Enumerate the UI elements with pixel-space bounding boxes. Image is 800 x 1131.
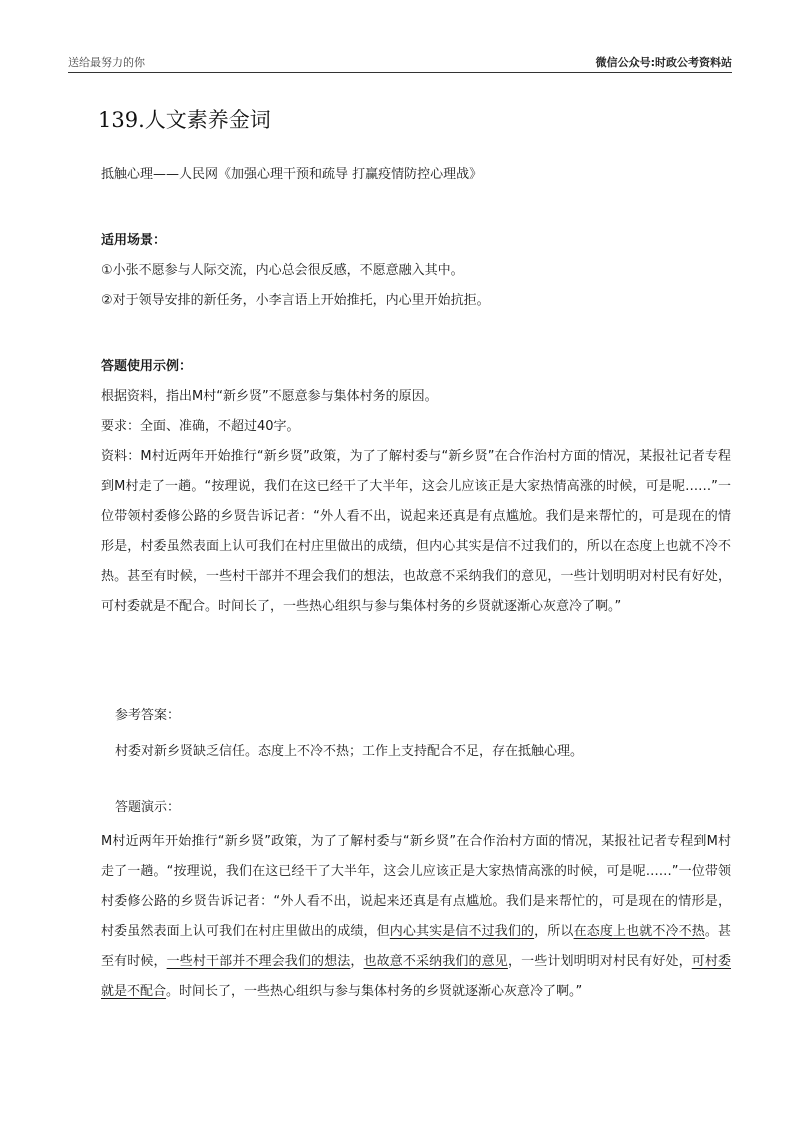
page-title: 139.人文素养金词	[98, 108, 271, 132]
example-material: 资料：M村近两年开始推行“新乡贤”政策，为了了解村委与“新乡贤”在合作治村方面的情况，某报社记者专程到M村走了一趟。“按理说，我们在这已经干了大半年，这会儿应该正是大家热情高涨的时候，可是呢……”一位带领村委修公路的乡贤告诉记者：“外人看不出，说起来还真是有点尴尬。我们是来帮忙的，可是现在的情形是，村委虽然表面上认可我们在村庄里做出的成绩，但内心其实是信不过我们的，所以在态度上也就不冷不热。甚至有时候，一些村干部并不理会我们的想法，也故意不采纳我们的意见，一些计划明明对村民有好处，可村委就是不配合。时间长了，一些热心组织与参与集体村务的乡贤就逐渐心灰意冷了啊。”	[101, 449, 731, 614]
header-source: 微信公众号:时政公考资料站	[595, 56, 732, 69]
scenario-section	[101, 226, 731, 316]
demo-text: ，一些计划明明对村民有好处，	[507, 954, 692, 969]
example-label: 答题使用示例：	[101, 359, 193, 374]
reference-section	[115, 701, 731, 767]
demo-section	[101, 793, 731, 1007]
scenario-item: ①小张不愿参与人际交流，内心总会很反感，不愿意融入其中。	[101, 263, 464, 278]
page-header	[68, 50, 732, 73]
example-requirement: 要求：全面、准确，不超过40字。	[101, 419, 300, 434]
demo-underline: 也故意不采纳我们的意见	[363, 954, 508, 969]
reference-label: 参考答案：	[115, 708, 181, 723]
demo-text: ，	[350, 954, 364, 969]
scenario-label: 适用场景：	[101, 233, 167, 248]
scenario-item: ②对于领导安排的新任务，小李言语上开始推托，内心里开始抗拒。	[101, 293, 490, 308]
demo-label: 答题演示：	[115, 800, 181, 815]
demo-text: 。甚至有时候，	[101, 924, 731, 969]
demo-underline: 在态度上也就不冷不热	[573, 924, 705, 939]
demo-underline: 可村委就是不配合	[101, 954, 731, 999]
header-slogan: 送给最努力的你	[68, 56, 145, 69]
demo-text: ，所以	[534, 924, 574, 939]
subtitle-source: 抵触心理——人民网《加强心理干预和疏导 打赢疫情防控心理战》	[101, 167, 483, 182]
example-section	[101, 352, 731, 622]
demo-underline: 一些村干部并不理会我们的想法	[166, 954, 351, 969]
demo-paragraph	[101, 827, 731, 1007]
example-question: 根据资料，指出M村“新乡贤”不愿意参与集体村务的原因。	[101, 389, 438, 404]
demo-underline: 内心其实是信不过我们的	[389, 924, 535, 939]
demo-text: 。时间长了，一些热心组织与参与集体村务的乡贤就逐渐心灰意冷了啊。”	[166, 984, 583, 999]
demo-text: M村近两年开始推行“新乡贤”政策，为了了解村委与“新乡贤”在合作治村方面的情况，某报社记者专程到M村走了一趟。“按理说，我们在这已经干了大半年，这会儿应该正是大家热情高涨的时候，可是呢……”一位带领村委修公路的乡贤告诉记者：“外人看不出，说起来还真是有点尴尬。我们是来帮忙的，可是现在的情形是，村委虽然表面上认可我们在村庄里做出的成绩，但	[101, 834, 731, 939]
reference-text: 村委对新乡贤缺乏信任。态度上不冷不热；工作上支持配合不足，存在抵触心理。	[115, 744, 584, 759]
